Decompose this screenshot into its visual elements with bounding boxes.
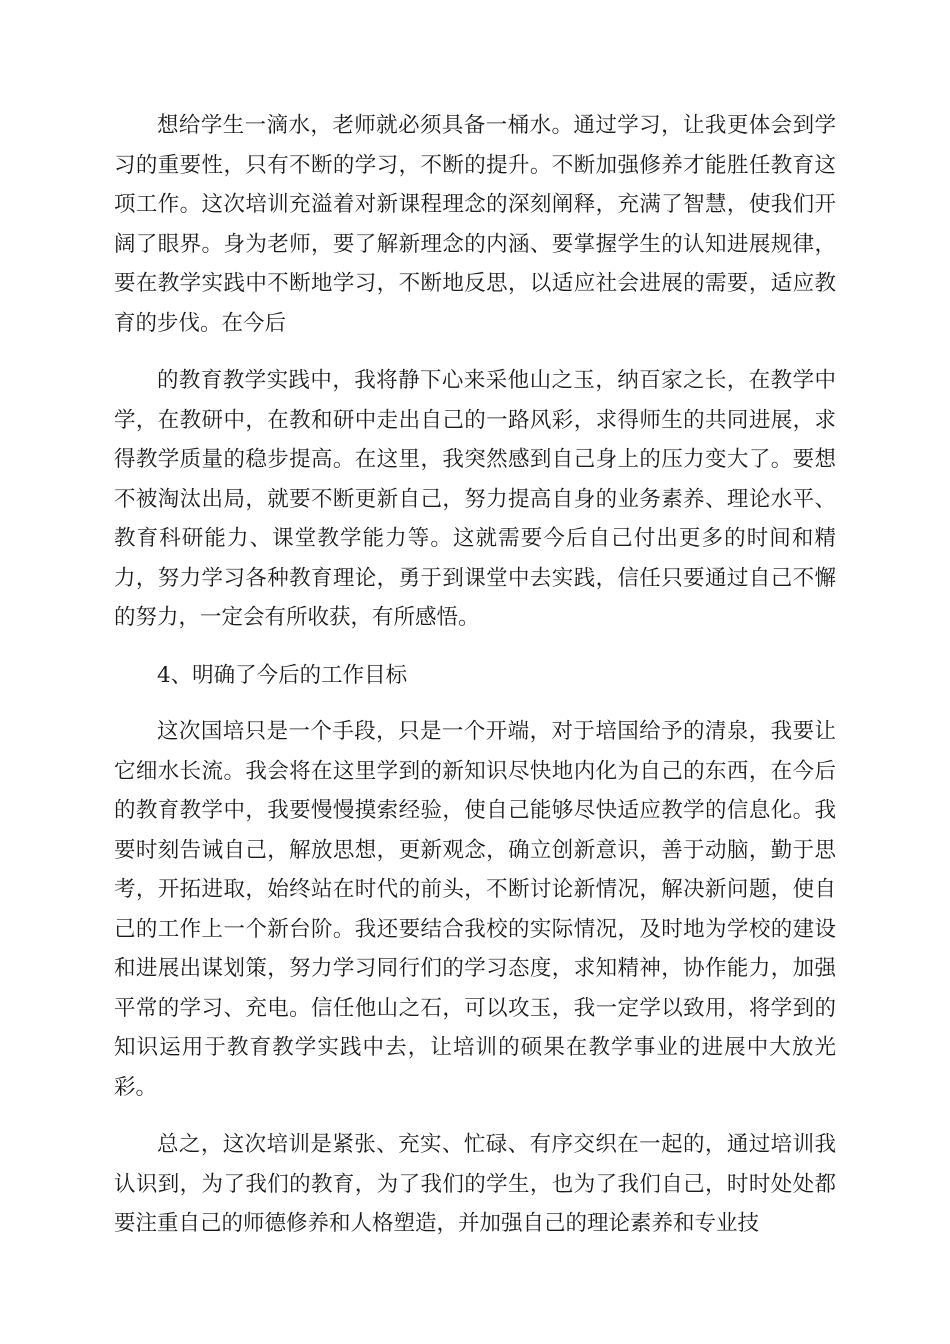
document-page <box>114 106 836 1262</box>
paragraph-4: 总之，这次培训是紧张、充实、忙碌、有序交织在一起的，通过培训我认识到，为了我们的教育，为了我们的学生，也为了我们自己，时时处处都要注重自己的师德修养和人格塑造，并加强自己的理论素养和专业技 <box>114 1132 836 1236</box>
section-heading: 4、明确了今后的工作目标 <box>157 662 408 688</box>
paragraph-1: 想给学生一滴水，老师就必须具备一桶水。通过学习，让我更体会到学习的重要性，只有不断的学习，不断的提升。不断加强修养才能胜任教育这项工作。这次培训充溢着对新课程理念的深刻阐释，充满了智慧，使我们开阔了眼界。身为老师，要了解新理念的内涵、要掌握学生的认知进展规律，要在教学实践中不断地学习，不断地反思，以适应社会进展的需要，适应教育的步伐。在今后 <box>114 113 836 336</box>
paragraph-2: 的教育教学实践中，我将静下心来采他山之玉，纳百家之长，在教学中学，在教研中，在教和研中走出自己的一路风彩，求得师生的共同进展，求得教学质量的稳步提高。在这里，我突然感到自己身上的压力变大了。要想不被淘汰出局，就要不断更新自己，努力提高自身的业务素养、理论水平、教育科研能力、课堂教学能力等。这就需要今后自己付出更多的时间和精力，努力学习各种教育理论，勇于到课堂中去实践，信任只要通过自己不懈的努力，一定会有所收获，有所感悟。 <box>114 368 836 630</box>
paragraph-3: 这次国培只是一个手段，只是一个开端，对于培国给予的清泉，我要让它细水长流。我会将在这里学到的新知识尽快地内化为自己的东西，在今后的教育教学中，我要慢慢摸索经验，使自己能够尽快适应教学的信息化。我要时刻告诫自己，解放思想，更新观念，确立创新意识，善于动脑，勤于思考，开拓进取，始终站在时代的前头，不断讨论新情况，解决新问题，使自己的工作上一个新台阶。我还要结合我校的实际情况，及时地为学校的建设和进展出谋划策，努力学习同行们的学习态度，求知精神，协作能力，加强平常的学习、充电。信任他山之石，可以攻玉，我一定学以致用，将学到的知识运用于教育教学实践中去，让培训的硕果在教学事业的进展中大放光彩。 <box>114 719 836 1100</box>
